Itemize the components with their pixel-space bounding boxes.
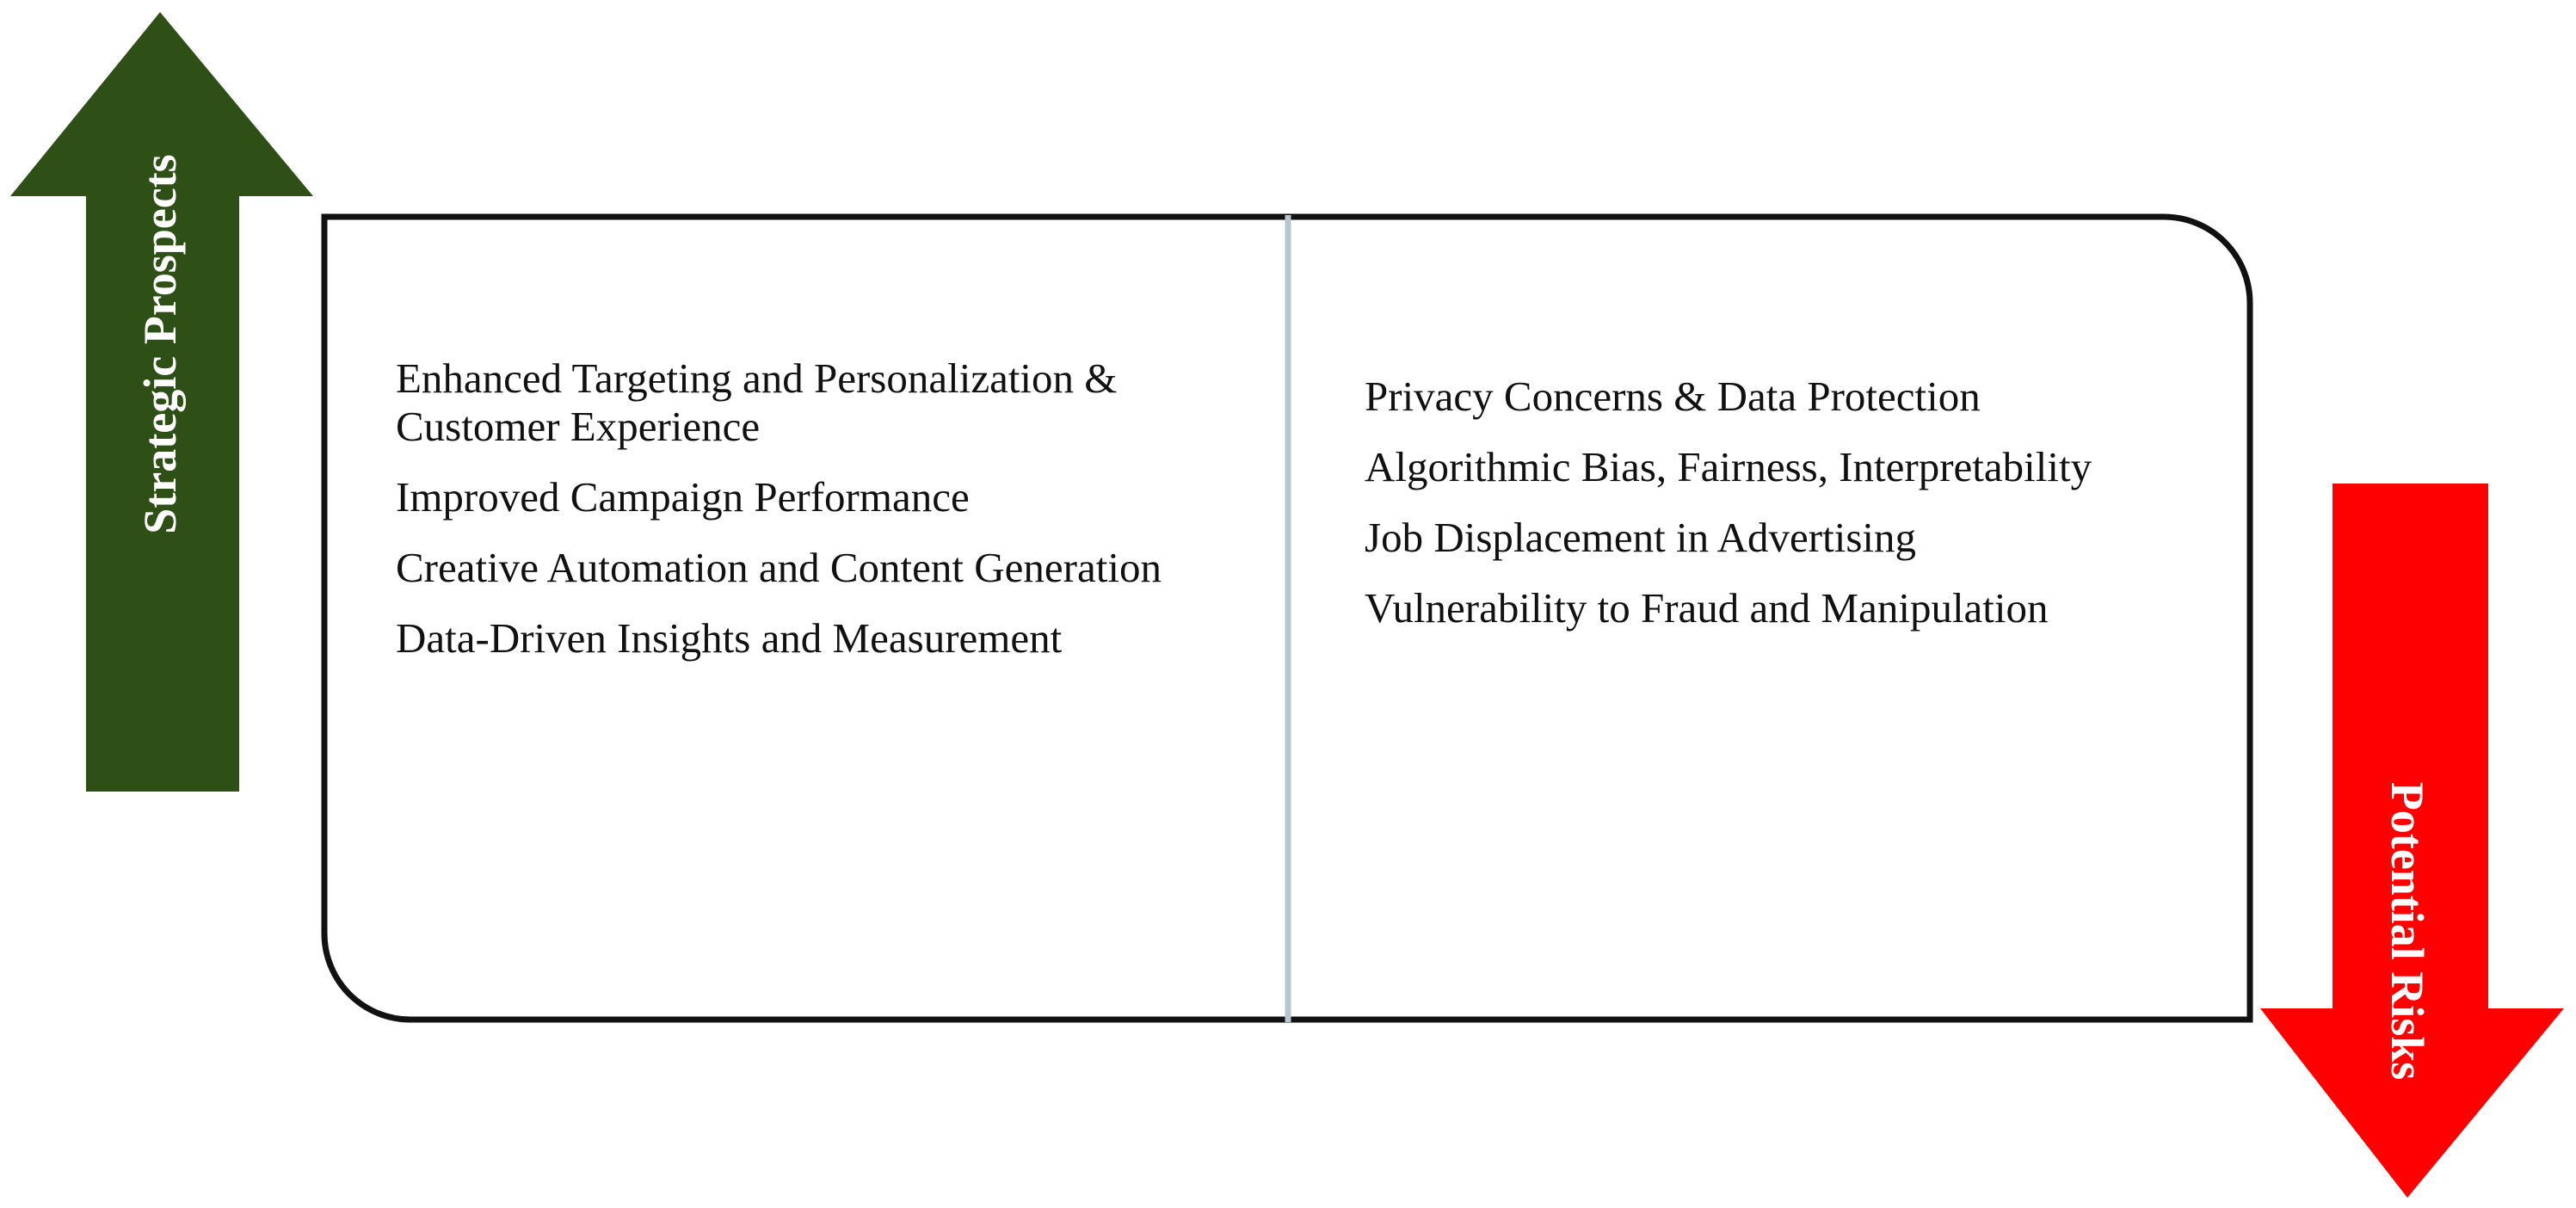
risk-item: Algorithmic Bias, Fairness, Interpretability	[1365, 443, 2092, 490]
risks-panel	[1365, 373, 2173, 655]
prospect-item: Creative Automation and Content Generation	[396, 544, 1162, 591]
potential-risks-label: Potential Risks	[2382, 781, 2433, 1081]
risk-item: Job Displacement in Advertising	[1365, 514, 1916, 561]
risk-item: Privacy Concerns & Data Protection	[1365, 373, 1981, 420]
prospect-item: Improved Campaign Performance	[396, 473, 970, 521]
strategic-prospects-label: Strategic Prospects	[134, 154, 186, 534]
prospects-panel	[396, 354, 1265, 685]
prospect-item: Enhanced Targeting and Personalization & Customer Experience	[396, 354, 1118, 450]
prospect-item: Data-Driven Insights and Measurement	[396, 614, 1063, 662]
risk-item: Vulnerability to Fraud and Manipulation	[1365, 584, 2049, 632]
